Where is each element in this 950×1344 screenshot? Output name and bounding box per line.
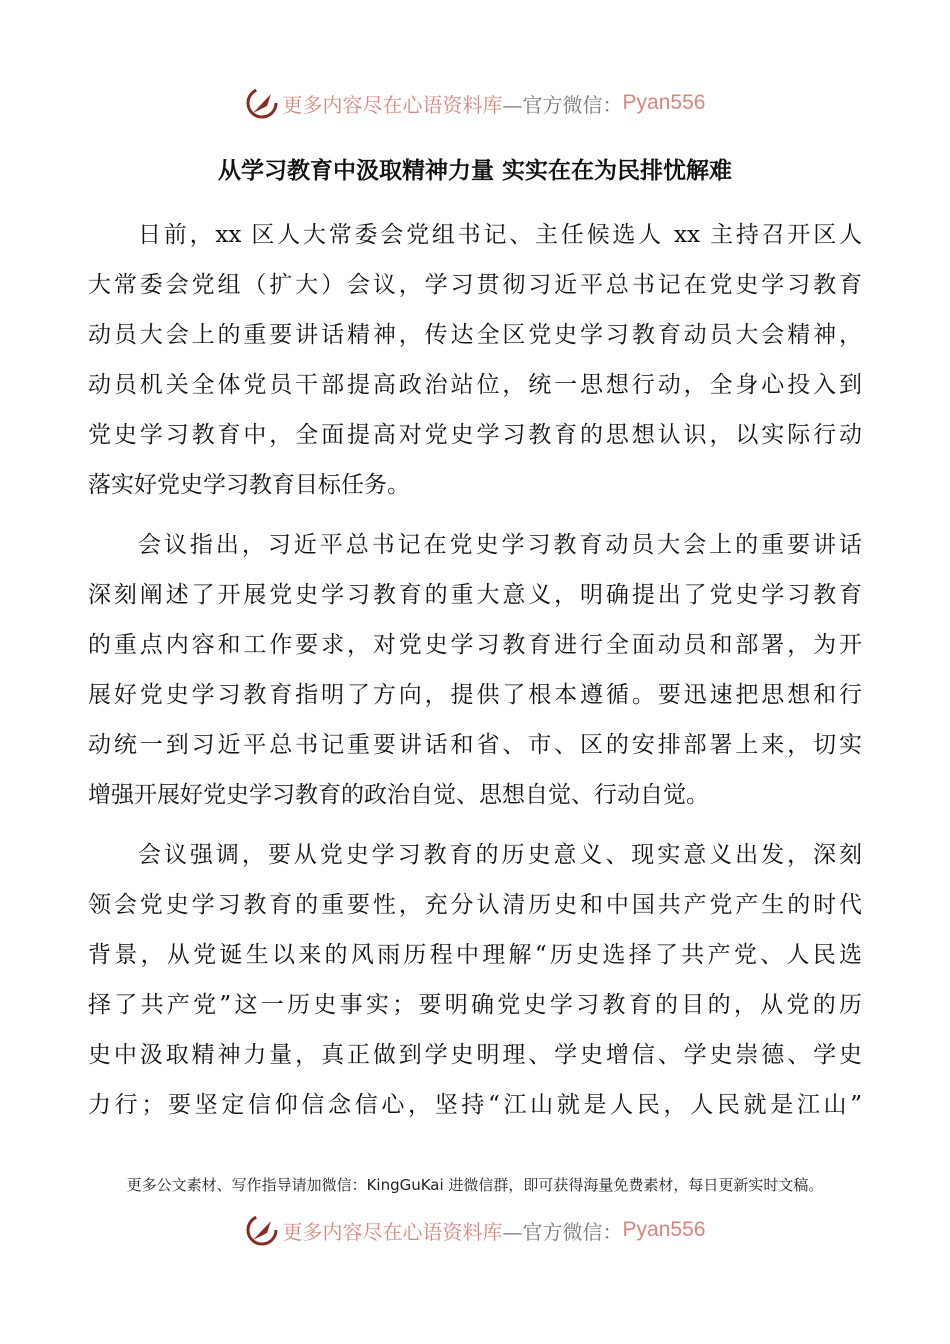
paragraph-line: 党史学习教育中，全面提高对党史学习教育的思想认识，以实际行动 xyxy=(88,422,862,448)
paragraph-line: 动员机关全体党员干部提高政治站位，统一思想行动，全身心投入到 xyxy=(88,372,862,398)
banner-brand: 更多内容尽在心语资料库 xyxy=(282,92,503,117)
banner-brand: 更多内容尽在心语资料库 xyxy=(282,1219,503,1244)
paragraph-line: 会议指出，习近平总书记在党史学习教育动员大会上的重要讲话 xyxy=(138,532,862,558)
paragraph-line: 背景，从党诞生以来的风雨历程中理解“历史选择了共产党、人民选 xyxy=(88,942,862,968)
paragraph-line: 增强开展好党史学习教育的政治自觉、思想自觉、行动自觉。 xyxy=(88,782,709,808)
quill-logo-icon xyxy=(245,86,279,120)
paragraph-line: 力行；要坚定信仰信念信心，坚持“江山就是人民，人民就是江山” xyxy=(88,1092,862,1118)
footer-banner xyxy=(0,1210,950,1250)
paragraph-line: 动员大会上的重要讲话精神，传达全区党史学习教育动员大会精神， xyxy=(88,322,862,348)
header-banner xyxy=(0,83,950,123)
banner-official: —官方微信： xyxy=(502,1219,623,1244)
paragraph-line: 动统一到习近平总书记重要讲话和省、市、区的安排部署上来，切实 xyxy=(88,732,862,758)
banner-official: —官方微信： xyxy=(502,92,623,117)
paragraph-line: 会议强调，要从党史学习教育的历史意义、现实意义出发，深刻 xyxy=(138,842,862,868)
banner-wechat-id: Pyan556 xyxy=(622,91,706,114)
paragraph-line: 日前，xx 区人大常委会党组书记、主任候选人 xx 主持召开区人 xyxy=(138,222,862,248)
page-title: 从学习教育中汲取精神力量 实实在在为民排忧解难 xyxy=(217,158,732,184)
paragraph-line: 展好党史学习教育指明了方向，提供了根本遵循。要迅速把思想和行 xyxy=(88,682,862,708)
paragraph-line: 深刻阐述了开展党史学习教育的重大意义，明确提出了党史学习教育 xyxy=(88,582,862,608)
banner-wechat-id: Pyan556 xyxy=(622,1218,706,1241)
paragraph-line: 择了共产党”这一历史事实；要明确党史学习教育的目的，从党的历 xyxy=(88,992,862,1018)
paragraph-line: 的重点内容和工作要求，对党史学习教育进行全面动员和部署，为开 xyxy=(88,632,862,658)
paragraph-line: 大常委会党组（扩大）会议，学习贯彻习近平总书记在党史学习教育 xyxy=(88,272,862,298)
paragraph-line: 领会党史学习教育的重要性，充分认清历史和中国共产党产生的时代 xyxy=(88,892,862,918)
paragraph-line: 史中汲取精神力量，真正做到学史明理、学史增信、学史崇德、学史 xyxy=(88,1042,862,1068)
paragraph-line: 落实好党史学习教育目标任务。 xyxy=(88,472,410,498)
footer-note: 更多公文素材、写作指导请加微信：KingGuKai 进微信群，即可获得海量免费素材，每日更新实时文稿。 xyxy=(126,1176,824,1194)
quill-logo-icon xyxy=(245,1213,279,1247)
